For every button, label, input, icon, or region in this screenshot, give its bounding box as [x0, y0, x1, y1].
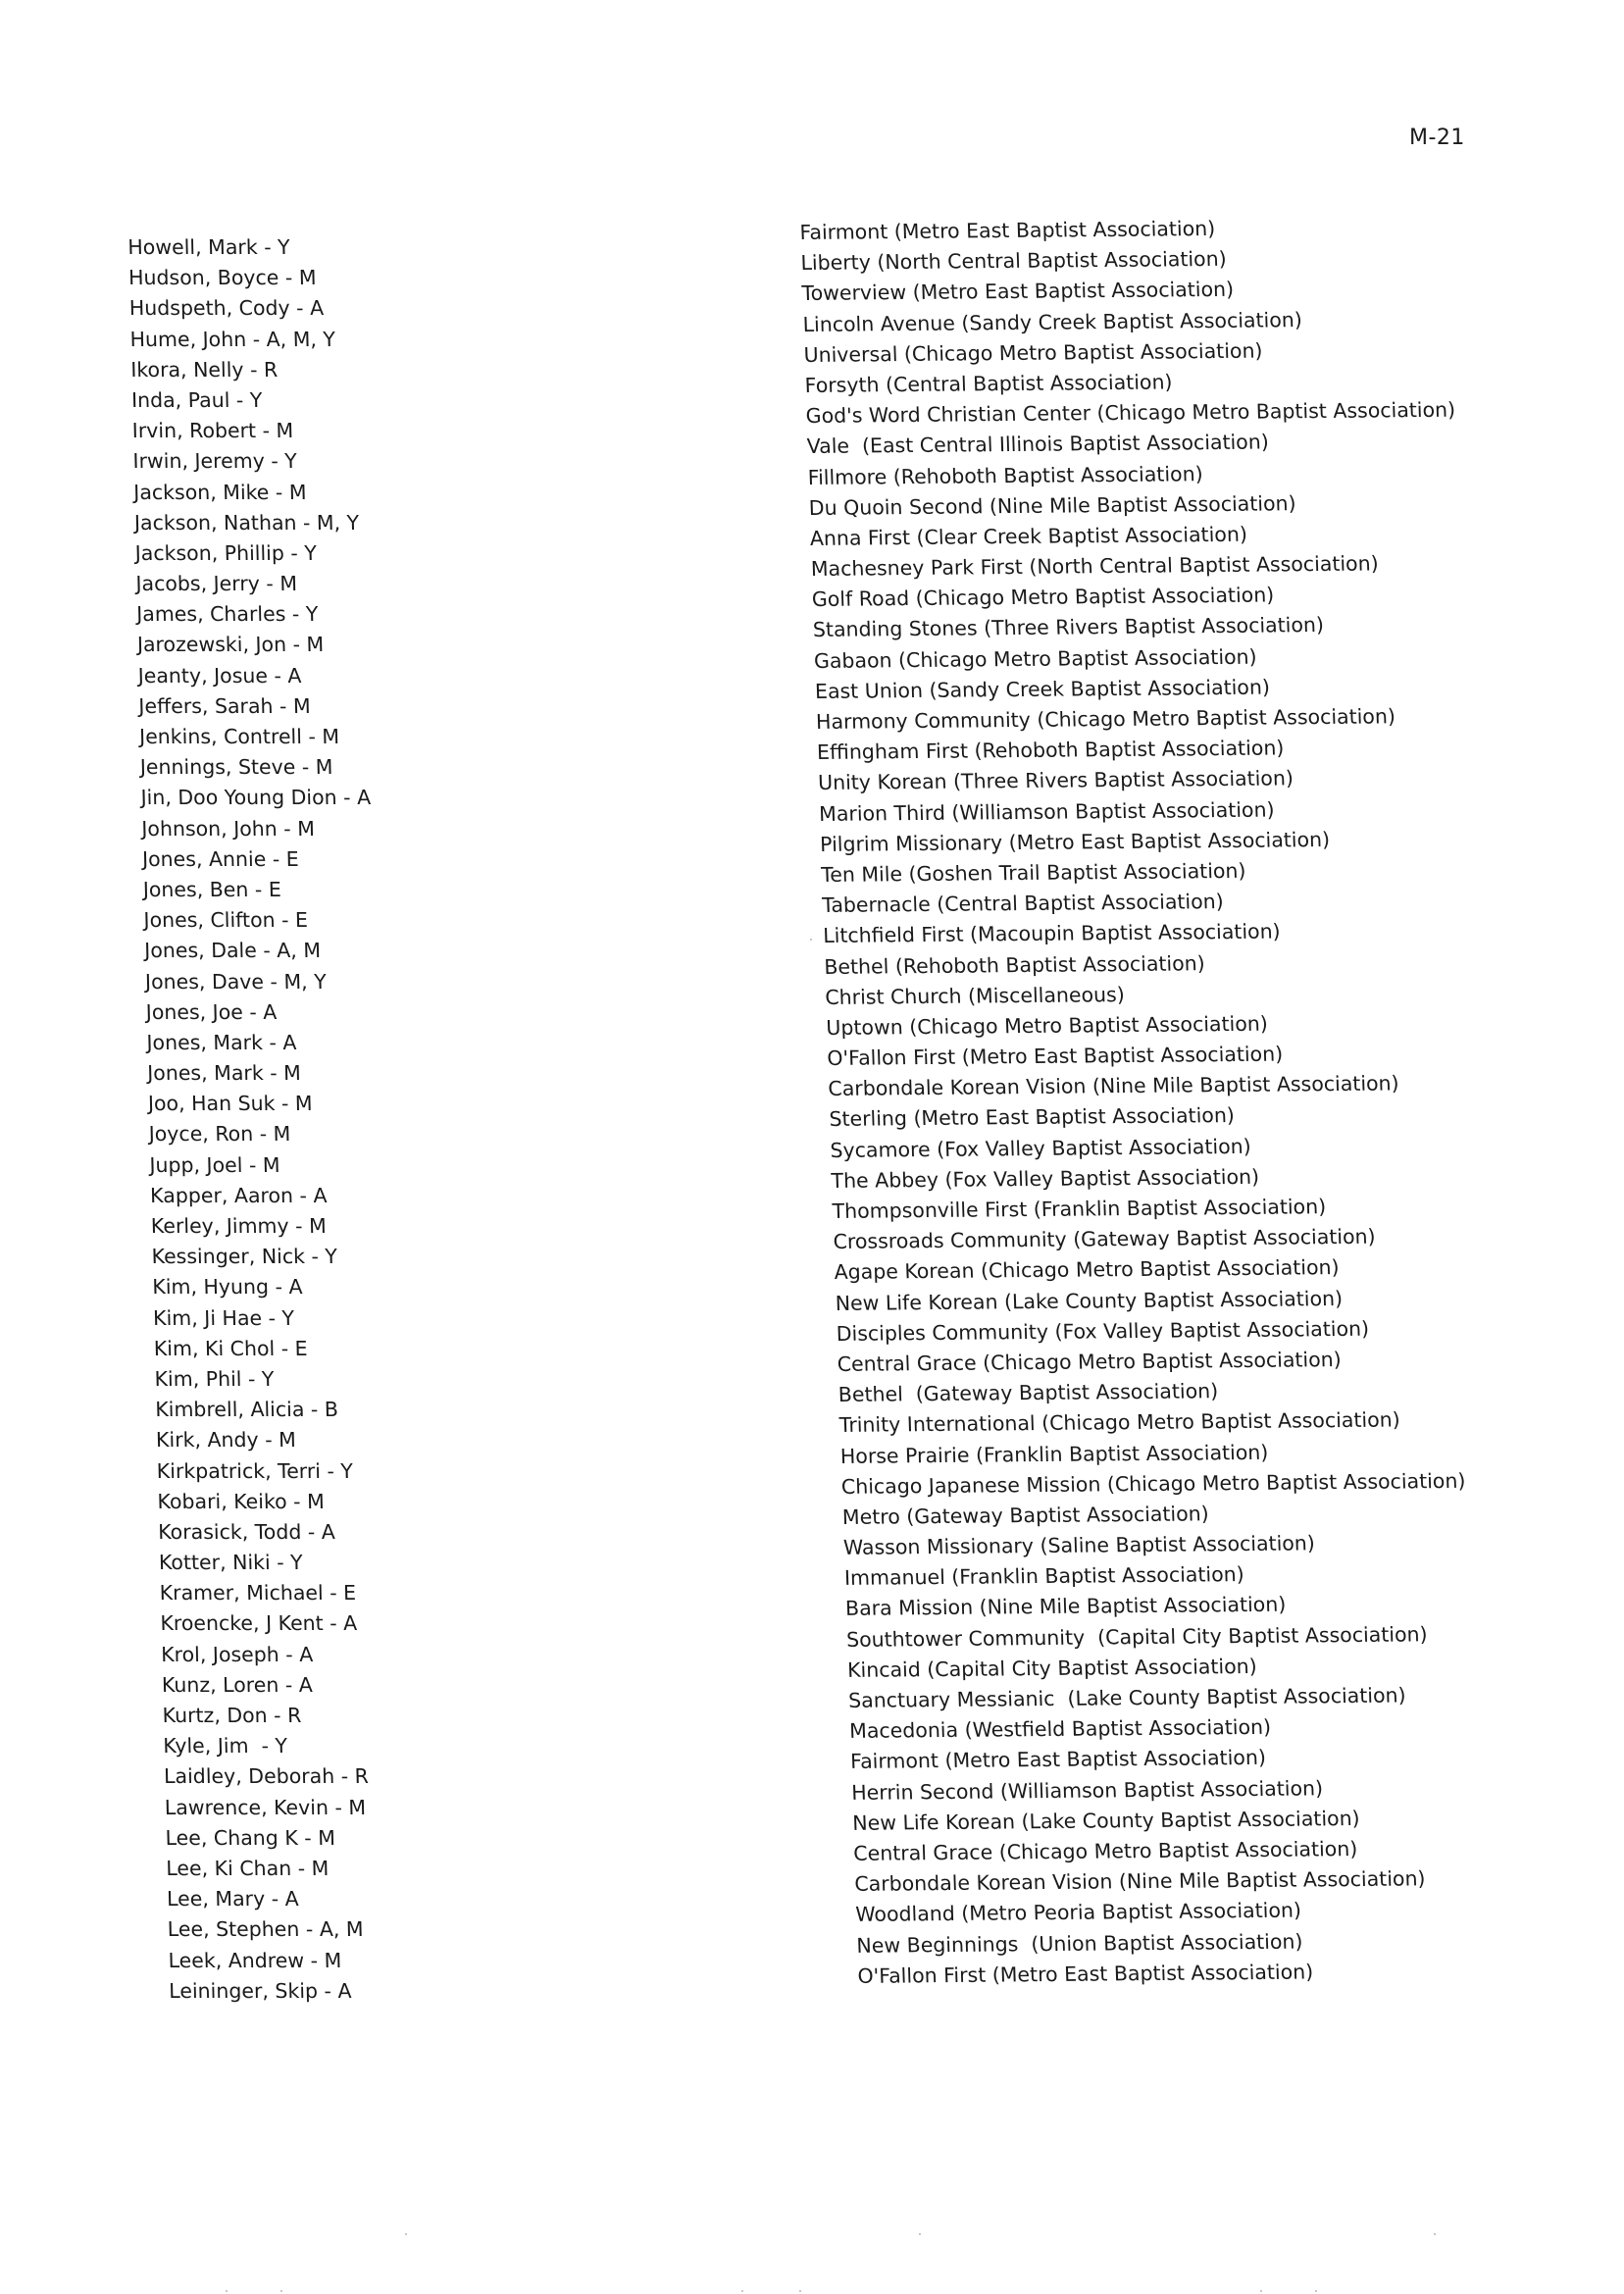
church-entry: East Union (Sandy Creek Baptist Association) — [814, 675, 1271, 703]
page-number: M-21 — [1409, 126, 1465, 150]
scan-speck — [799, 2290, 801, 2292]
person-entry: Korasick, Todd - A — [157, 1519, 336, 1544]
person-entry: Kirkpatrick, Terri - Y — [156, 1458, 354, 1483]
person-entry: Jackson, Nathan - M, Y — [133, 510, 360, 535]
scan-speck — [741, 2290, 743, 2292]
person-entry: Kroencke, J Kent - A — [160, 1611, 358, 1636]
names-column — [127, 232, 399, 2007]
person-entry: Howell, Mark - Y — [127, 235, 290, 259]
church-entry: Fairmont (Metro East Baptist Association) — [849, 1746, 1267, 1774]
church-entry: Gabaon (Chicago Metro Baptist Association) — [813, 644, 1257, 673]
person-entry: Kim, Ki Chol - E — [153, 1336, 308, 1360]
church-entry: Machesney Park First (North Central Baptist Association) — [810, 551, 1379, 582]
person-entry: Johnson, John - M — [141, 816, 316, 841]
person-entry: Kim, Hyung - A — [152, 1275, 303, 1300]
church-entry: Sycamore (Fox Valley Baptist Association) — [830, 1134, 1252, 1162]
person-entry: Leek, Andrew - M — [168, 1948, 342, 1972]
person-entry: Jarozewski, Jon - M — [136, 633, 325, 657]
church-entry: Standing Stones (Three Rivers Baptist Association) — [812, 613, 1325, 642]
person-entry: Lee, Chang K - M — [165, 1825, 336, 1850]
church-entry: Ten Mile (Goshen Trail Baptist Association) — [820, 858, 1246, 887]
person-entry: Kobari, Keiko - M — [157, 1489, 326, 1513]
person-entry: Hudspeth, Cody - A — [128, 296, 325, 321]
person-entry: Kimbrell, Alicia - B — [154, 1398, 339, 1422]
church-entry: Effingham First (Rehoboth Baptist Association) — [816, 736, 1285, 765]
church-entry: Fairmont (Metro East Baptist Association) — [799, 216, 1216, 244]
church-entry: Sterling (Metro East Baptist Association) — [829, 1103, 1236, 1132]
scan-speck — [1434, 2233, 1436, 2235]
church-entry: Sanctuary Messianic (Lake County Baptist Association) — [847, 1683, 1406, 1712]
church-entry: Wasson Missionary (Saline Baptist Association) — [842, 1531, 1316, 1559]
person-entry: Kunz, Loren - A — [161, 1672, 314, 1697]
person-entry: Kyle, Jim - Y — [163, 1734, 288, 1759]
church-entry: Liberty (North Central Baptist Association) — [800, 247, 1228, 276]
church-entry: The Abbey (Fox Valley Baptist Association) — [831, 1164, 1260, 1193]
church-entry: Disciples Community (Fox Valley Baptist Association) — [836, 1316, 1370, 1346]
person-entry: Ikora, Nelly - R — [130, 357, 279, 382]
person-entry: Lee, Mary - A — [166, 1887, 299, 1912]
church-entry: Bethel (Gateway Baptist Association) — [837, 1379, 1219, 1407]
churches-column — [799, 212, 1507, 1992]
scan-speck — [1260, 2290, 1262, 2292]
scan-speck — [280, 2290, 282, 2292]
church-entry: Southtower Community (Capital City Baptist Association) — [845, 1621, 1428, 1652]
person-entry: Jones, Mark - A — [146, 1030, 297, 1054]
person-entry: Jones, Clifton - E — [143, 908, 309, 933]
person-entry: Jones, Mark - M — [146, 1061, 302, 1086]
person-entry: Joo, Han Suk - M — [147, 1092, 313, 1116]
church-entry: Bethel (Rehoboth Baptist Association) — [823, 950, 1206, 979]
scan-speck — [810, 939, 812, 941]
person-entry: Kerley, Jimmy - M — [150, 1214, 328, 1238]
church-entry: Vale (East Central Illinois Baptist Association) — [806, 430, 1270, 459]
person-entry: Jones, Joe - A — [145, 999, 278, 1024]
church-entry: Fillmore (Rehoboth Baptist Association) — [807, 461, 1203, 489]
church-entry: Litchfield First (Macoupin Baptist Association) — [822, 919, 1281, 948]
church-entry: Forsyth (Central Baptist Association) — [804, 370, 1173, 397]
person-entry: Jenkins, Contrell - M — [138, 725, 340, 748]
church-entry: Pilgrim Missionary (Metro East Baptist Association) — [819, 827, 1331, 856]
church-entry: Central Grace (Chicago Metro Baptist Association) — [837, 1347, 1343, 1376]
church-entry: Chicago Japanese Mission (Chicago Metro Baptist Association) — [840, 1468, 1466, 1499]
church-entry: Herrin Second (Williamson Baptist Association) — [850, 1775, 1324, 1805]
church-entry: Central Grace (Chicago Metro Baptist Association) — [852, 1836, 1358, 1865]
church-entry: God's Word Christian Center (Chicago Metro Baptist Association) — [805, 397, 1456, 429]
church-entry: Bara Mission (Nine Mile Baptist Association) — [844, 1593, 1287, 1621]
person-entry: Kirk, Andy - M — [155, 1428, 297, 1453]
scan-speck — [1315, 2290, 1317, 2292]
person-entry: Kim, Ji Hae - Y — [152, 1305, 295, 1330]
church-entry: Woodland (Metro Peoria Baptist Association) — [854, 1898, 1302, 1927]
person-entry: Kim, Phil - Y — [154, 1366, 275, 1391]
scan-speck — [919, 2233, 921, 2235]
church-entry: Carbondale Korean Vision (Nine Mile Baptist Association) — [853, 1866, 1426, 1897]
church-entry: Harmony Community (Chicago Metro Baptist Association) — [815, 704, 1396, 734]
person-entry: Krol, Joseph - A — [160, 1642, 314, 1666]
church-entry: Anna First (Clear Creek Baptist Association) — [809, 522, 1248, 550]
church-entry: Crossroads Community (Gateway Baptist Association) — [833, 1224, 1376, 1254]
person-entry: Laidley, Deborah - R — [163, 1764, 370, 1789]
person-entry: Jackson, Mike - M — [132, 480, 307, 504]
church-entry: Kincaid (Capital City Baptist Association) — [846, 1654, 1258, 1682]
person-entry: Jackson, Phillip - Y — [134, 540, 318, 565]
person-entry: Kurtz, Don - R — [162, 1704, 302, 1727]
church-entry: Macedonia (Westfield Baptist Association) — [848, 1714, 1272, 1744]
church-entry: Du Quoin Second (Nine Mile Baptist Association) — [808, 490, 1296, 520]
person-entry: Irvin, Robert - M — [131, 419, 294, 443]
person-entry: Kessinger, Nick - Y — [151, 1245, 338, 1269]
church-entry: Tabernacle (Central Baptist Association) — [821, 890, 1225, 918]
person-entry: Irwin, Jeremy - Y — [132, 449, 298, 474]
person-entry: Inda, Paul - Y — [130, 387, 263, 412]
person-entry: Leininger, Skip - A — [168, 1978, 352, 2003]
person-entry: Jones, Ben - E — [142, 877, 282, 901]
person-entry: Kapper, Aaron - A — [149, 1183, 328, 1207]
church-entry: O'Fallon First (Metro East Baptist Association) — [827, 1042, 1284, 1071]
church-entry: Christ Church (Miscellaneous) — [824, 982, 1126, 1009]
church-entry: Horse Prairie (Franklin Baptist Association) — [839, 1440, 1269, 1468]
church-entry: O'Fallon First (Metro East Baptist Association) — [857, 1960, 1314, 1988]
scan-speck — [405, 2233, 407, 2235]
person-entry: James, Charles - Y — [135, 602, 319, 627]
person-entry: Jeffers, Sarah - M — [138, 693, 311, 718]
church-entry: Universal (Chicago Metro Baptist Association) — [803, 338, 1263, 367]
person-entry: Jacobs, Jerry - M — [135, 572, 298, 596]
church-entry: Thompsonville First (Franklin Baptist Association) — [832, 1195, 1327, 1223]
person-entry: Jeanty, Josue - A — [137, 663, 302, 688]
church-entry: New Beginnings (Union Baptist Association) — [856, 1929, 1303, 1958]
scan-speck — [226, 2290, 228, 2292]
person-entry: Hume, John - A, M, Y — [129, 327, 336, 351]
person-entry: Lee, Ki Chan - M — [166, 1856, 330, 1880]
church-entry: New Life Korean (Lake County Baptist Association) — [835, 1286, 1344, 1315]
person-entry: Jupp, Joel - M — [149, 1152, 280, 1177]
church-entry: Unity Korean (Three Rivers Baptist Association) — [817, 766, 1294, 795]
church-entry: Metro (Gateway Baptist Association) — [841, 1502, 1210, 1529]
person-entry: Kotter, Niki - Y — [158, 1551, 303, 1575]
church-entry: New Life Korean (Lake County Baptist Association) — [851, 1806, 1360, 1835]
person-entry: Joyce, Ron - M — [148, 1122, 291, 1147]
person-entry: Hudson, Boyce - M — [127, 266, 317, 290]
church-entry: Marion Third (Williamson Baptist Association) — [818, 797, 1275, 826]
church-entry: Carbondale Korean Vision (Nine Mile Baptist Association) — [828, 1071, 1399, 1101]
church-entry: Uptown (Chicago Metro Baptist Association) — [825, 1011, 1269, 1040]
person-entry: Jones, Dale - A, M — [143, 939, 322, 963]
church-entry: Agape Korean (Chicago Metro Baptist Association) — [834, 1255, 1340, 1285]
church-entry: Lincoln Avenue (Sandy Creek Baptist Association) — [802, 307, 1303, 336]
person-entry: Jin, Doo Young Dion - A — [140, 786, 372, 810]
person-entry: Jones, Dave - M, Y — [144, 969, 327, 994]
person-entry: Jones, Annie - E — [141, 846, 299, 871]
person-entry: Lee, Stephen - A, M — [167, 1917, 364, 1942]
person-entry: Kramer, Michael - E — [159, 1581, 357, 1606]
church-entry: Immanuel (Franklin Baptist Association) — [843, 1562, 1245, 1591]
church-entry: Golf Road (Chicago Metro Baptist Association) — [811, 583, 1275, 612]
church-entry: Trinity International (Chicago Metro Baptist Association) — [838, 1407, 1401, 1438]
person-entry: Lawrence, Kevin - M — [164, 1795, 367, 1819]
church-entry: Towerview (Metro East Baptist Association) — [801, 278, 1235, 306]
person-entry: Jennings, Steve - M — [139, 755, 333, 780]
